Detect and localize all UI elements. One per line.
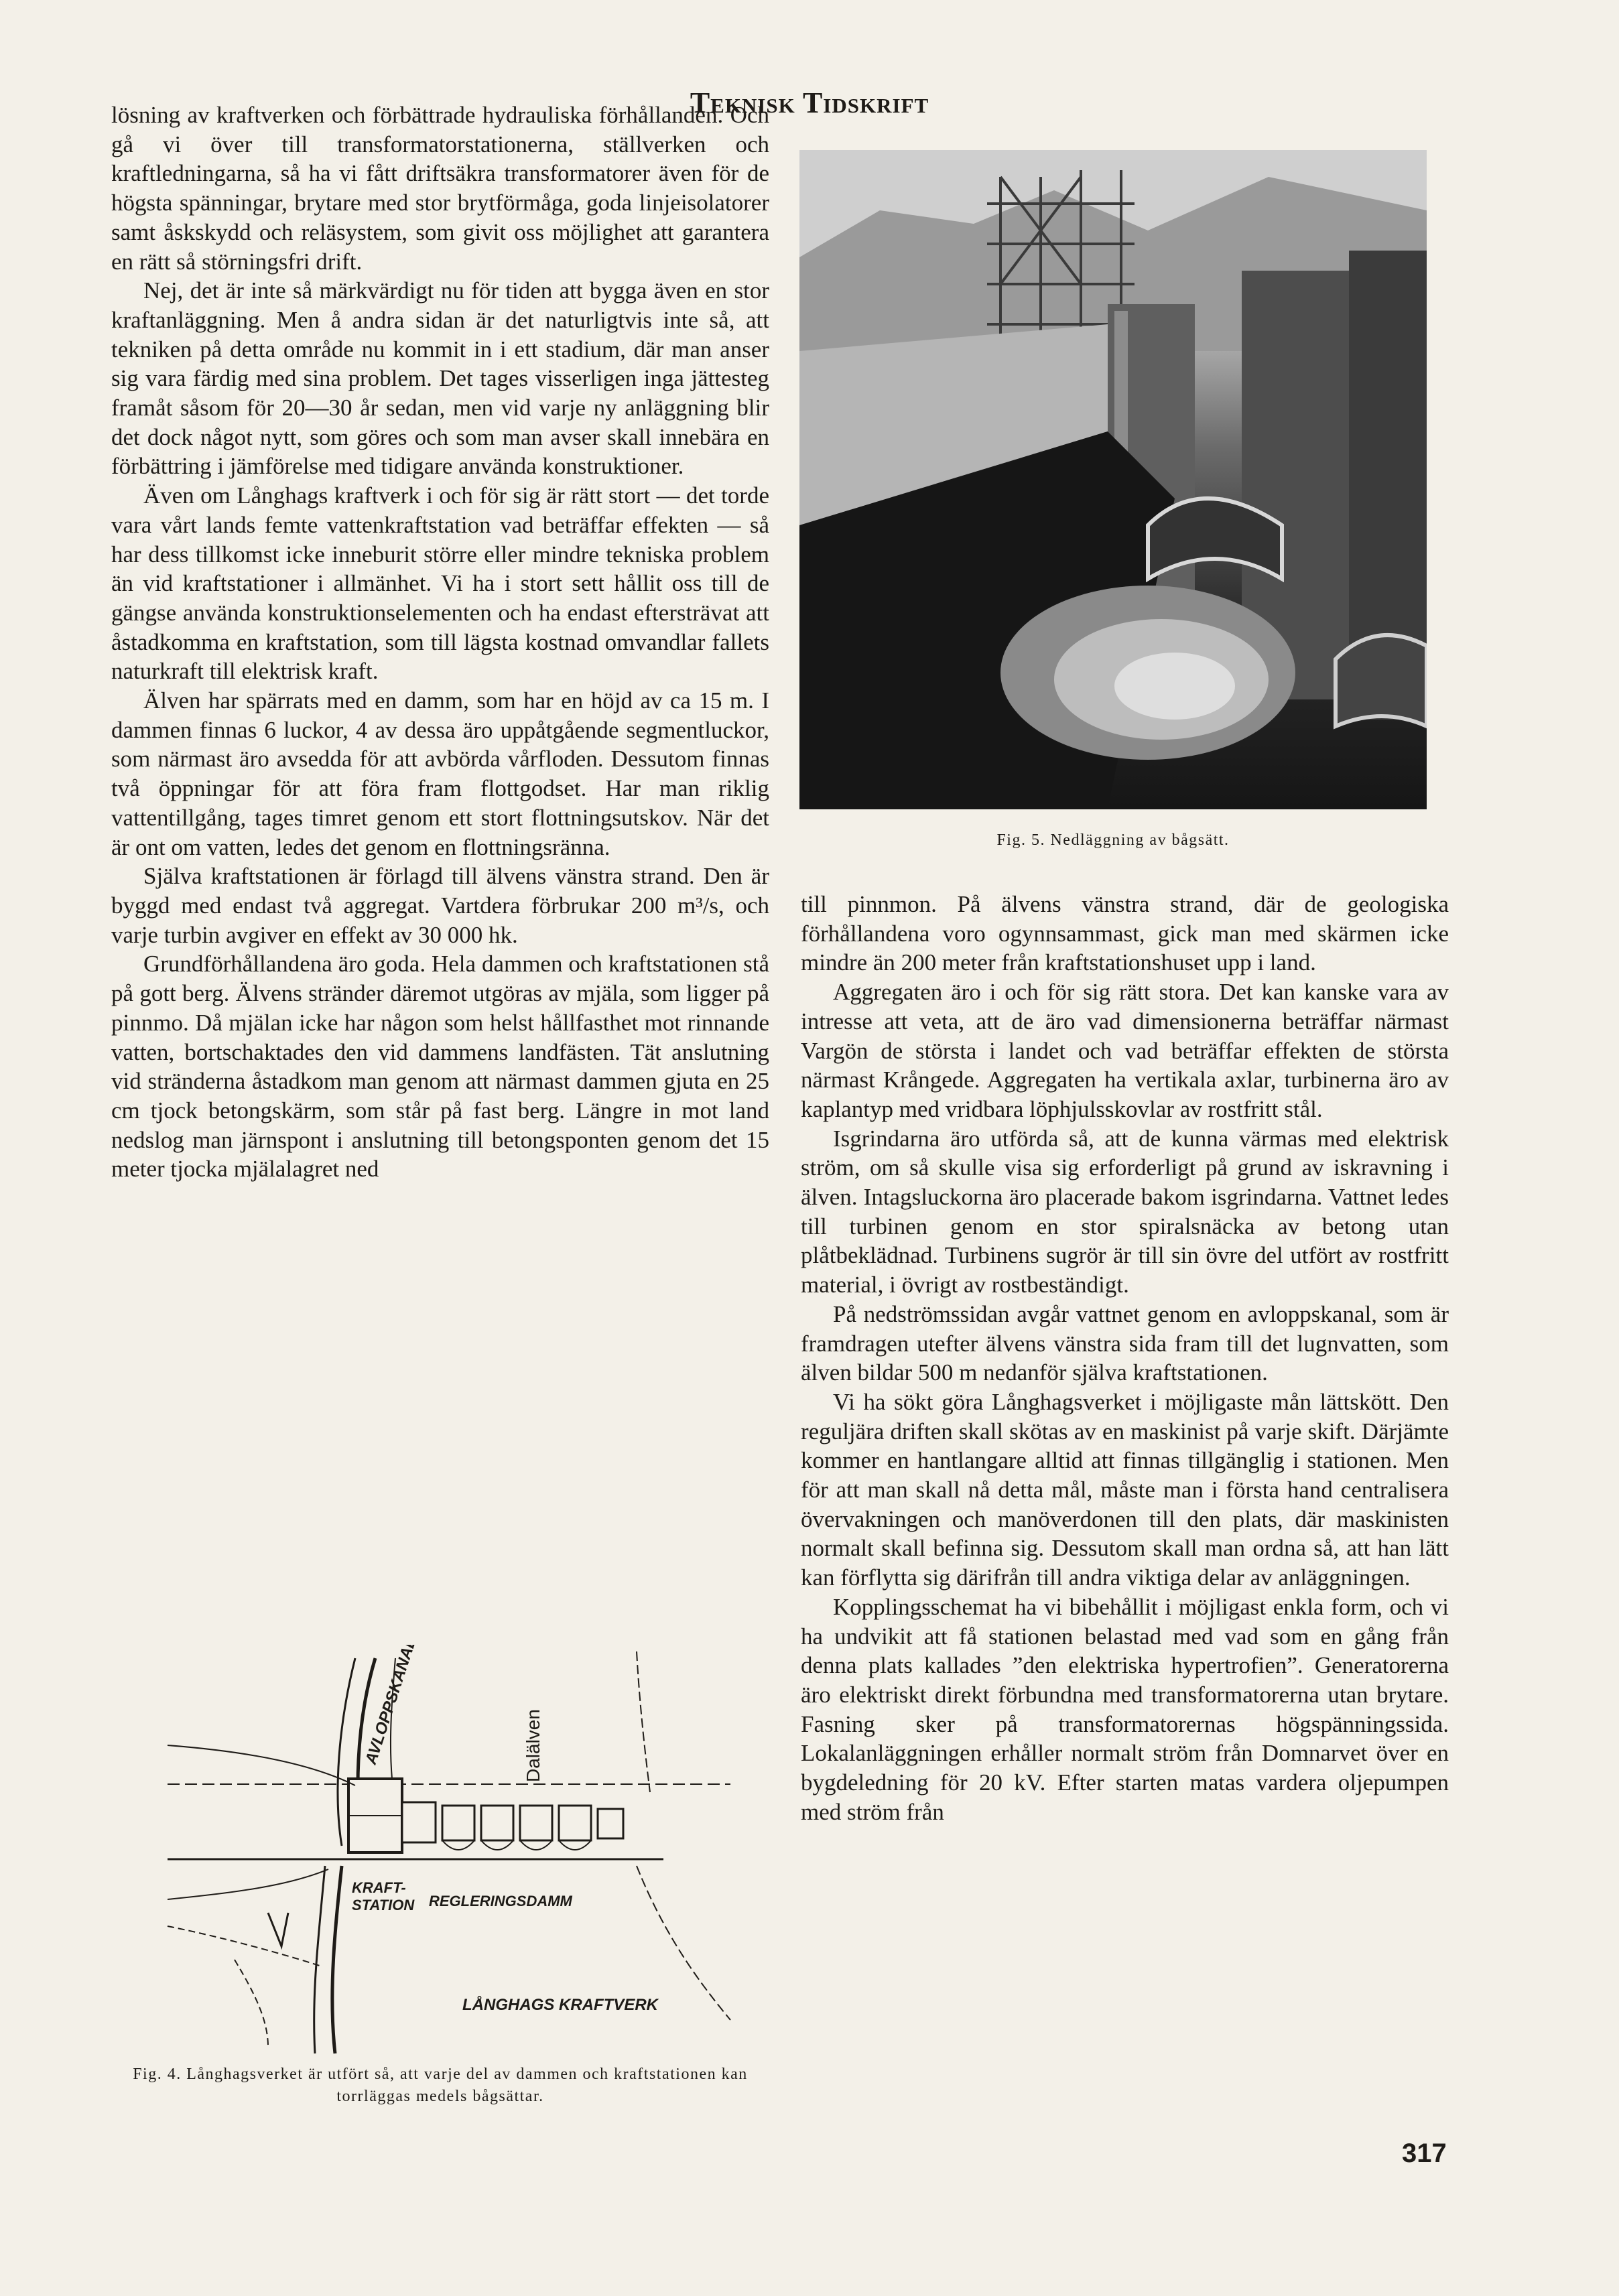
paragraph: Isgrindarna äro utförda så, att de kunna värmas med elektrisk ström, om så skulle visa sig erforderligt på grund av iskravning i älven. Intagsluckorna äro placerade bakom isgrindarna. Vattnet ledes till turbinen genom en stor spiralsnäcka av betong utan plåtbeklädnad. Turbinens sugrör är till sin övre del utfört av rostfritt material, i övrigt av rostbeständigt. (801, 1125, 1449, 1298)
paragraph: Älven har spärrats med en damm, som har en höjd av ca 15 m. I dammen finnas 6 luckor, 4 av dessa äro uppåtgående segmentluckor, som närmast äro avsedda för att avbörda vårfloden. Dessutom finnas två öppningar för att föra fram flottgodset. Har man riklig vattentillgång, tages timret genom ett stort flottningsutskov. När det är ont om vatten, ledes det genom en flottningsränna. (111, 687, 769, 860)
label-plant: LÅNGHAGS KRAFTVERK (462, 1996, 658, 2014)
paragraph: Kopplingsschemat ha vi bibehållit i möjligast enkla form, och vi ha undvikit att få stationen belastad med vad som en gång från denna plats kallades ”den elektriska hypertrofien”. Generatorerna äro elektriskt direkt förbundna med transformatorerna utan brytare. Fasning sker på transformatorernas högspänningssida. Lokalanläggningen erhåller normalt ström från Domnarvet över en bygdeledning för 20 kV. Efter starten matas vardera oljepumpen med ström från (801, 1593, 1449, 1825)
figure-5-photo (799, 150, 1427, 809)
running-head: Teknisk Tidskrift (690, 86, 929, 119)
paragraph: Själva kraftstationen är förlagd till älvens vänstra strand. Den är byggd med endast två aggregat. Vartdera förbrukar 200 m³/s, och varje turbin avgiver en effekt av 30 000 hk. (111, 863, 769, 948)
page-number: 317 (1402, 2139, 1447, 2168)
figure-4-caption: Fig. 4. Långhagsverket är utfört så, att varje del av dammen och kraftstationen kan torrläggas medels bågsättar. (133, 2066, 748, 2105)
paragraph: till pinnmon. På älvens vänstra strand, där de geologiska förhållandena voro ogynnsammast, gick man med skärmen icke mindre än 200 meter från kraftstationshuset upp i land. (801, 891, 1449, 976)
paragraph: Vi ha sökt göra Långhagsverket i möjligaste mån lättskött. Den reguljära driften skall skötas av en maskinist på varje skift. Därjämte kommer en hantlangare alltid att finnas tillgänglig i stationen. Men för att man skall nå detta mål, måste man i första hand centralisera övervakningen och manöverdonen till den plats, där maskinisten normalt skall befinna sig. Dessutom skall man ordna så, att han lätt kan förflytta sig därifrån till andra viktiga delar av anläggningen. (801, 1388, 1449, 1591)
label-canal: AVLOPPSKANAL (362, 1645, 420, 1767)
paragraph: lösning av kraftverken och förbättrade hydrauliska förhållanden. Och gå vi över till transformatorstationerna, ställverken och kraftledningarna, så ha vi fått driftsäkra transformatorer även för de högsta spänningar, brytare med stor brytförmåga, goda linjeisolatorer samt åskskydd och reläsystem, som givit oss möjlighet att garantera en rätt så störningsfri drift. (111, 102, 769, 275)
label-river: Dalälven (523, 1709, 543, 1782)
label-station-line1: KRAFT- (352, 1879, 406, 1896)
paragraph: Nej, det är inte så märkvärdigt nu för tiden att bygga även en stor kraftanläggning. Men å andra sidan är det naturligtvis inte så, att tekniken på detta område nu kommit in i ett stadium, där man anser sig vara färdig med sina problem. Det tages visserligen inga jättesteg framåt såsom för 20—30 år sedan, men vid varje ny anläggning blir det dock något nytt, som göres och som man avser skall innebära en förbättring i jämförelse med tidigare använda konstruktioner. (111, 277, 769, 480)
site-plan-diagram (154, 1645, 744, 2057)
left-column (111, 100, 769, 1184)
label-station-line2: STATION (352, 1897, 415, 1913)
paragraph: Även om Långhags kraftverk i och för sig är rätt stort — det torde vara vårt lands femte vattenkraftstation vad beträffar effekten — så har dess tillkomst icke inneburit större eller mindre tekniska problem än vid kraftstationer i allmänhet. Vi ha i stort sett hållit oss till de gängse använda konstruktionselementen och ha endast eftersträvat att åstadkomma en kraftstation, som till lägsta kostnad omvandlar fallets naturkraft till elektrisk kraft. (111, 482, 769, 685)
paragraph: Aggregaten äro i och för sig rätt stora. Det kan kanske vara av intresse att veta, att de äro vad dimensionerna beträffar närmast Vargön de största i landet och vad beträffar effekten de största närmast Krångede. Aggregaten ha vertikala axlar, turbinerna äro av kaplantyp med vridbara löphjulsskovlar av rostfritt stål. (801, 979, 1449, 1122)
right-column (801, 890, 1449, 1827)
label-dam: REGLERINGSDAMM (429, 1893, 572, 1909)
paragraph: På nedströmssidan avgår vattnet genom en avloppskanal, som är framdragen utefter älvens vänstra sida fram till det lugnvatten, som älven bildar 500 m nedanför själva kraftstationen. (801, 1300, 1449, 1386)
figure-5-caption: Fig. 5. Nedläggning av bågsätt. (996, 831, 1230, 849)
figure-4-site-plan (154, 1645, 744, 2057)
paragraph: Grundförhållandena äro goda. Hela dammen och kraftstationen stå på gott berg. Älvens stränder däremot utgöras av mjäla, som ligger på pinnmo. Då mjälan icke har någon som helst hållfasthet mot rinnande vatten, bortschaktades den vid dammens landfästen. Tät anslutning vid stränderna åstadkom man genom att närmast dammen gjuta en 25 cm tjock betongskärm, som står på fast berg. Längre in mot land nedslog man järnspont i anslutning till betongsponten genom det 15 meter tjocka mjälalagret ned (111, 951, 769, 1183)
construction-photo (799, 150, 1427, 809)
